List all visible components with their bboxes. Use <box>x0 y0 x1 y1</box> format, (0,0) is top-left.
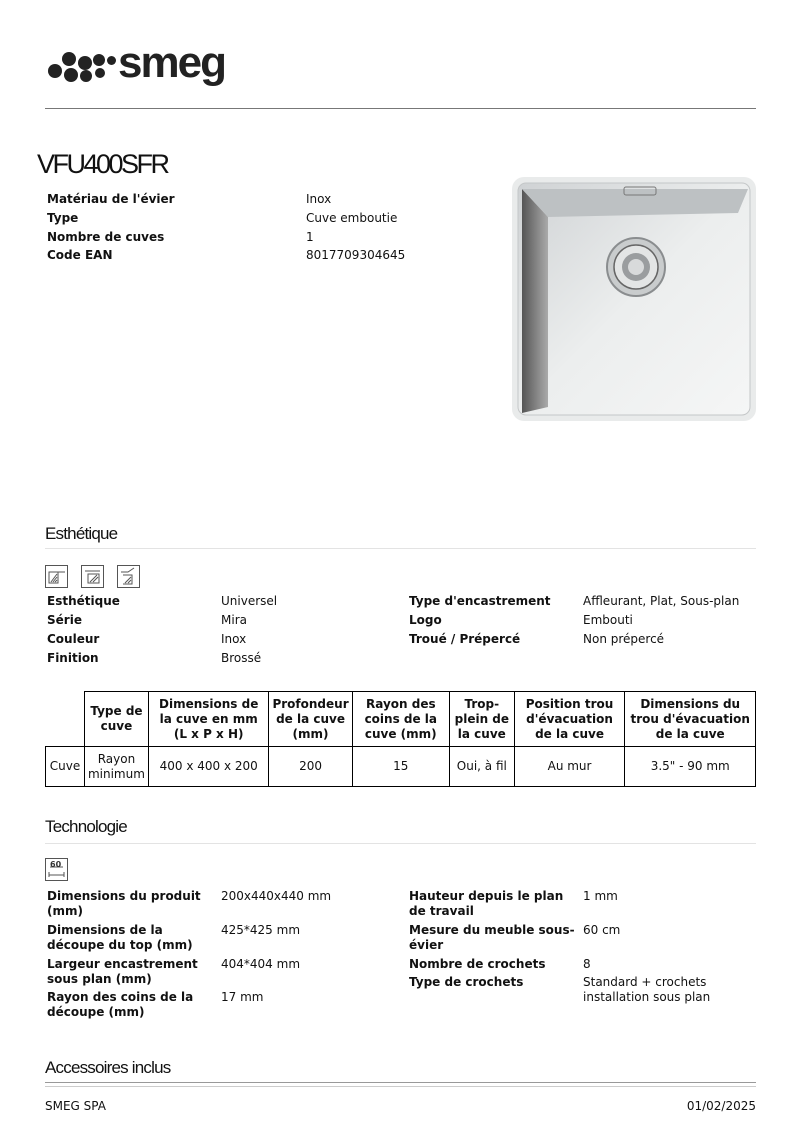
cabinet-60cm-icon <box>45 858 68 881</box>
header-divider <box>45 108 756 109</box>
spec-label: Nombre de crochets <box>409 957 546 971</box>
spec-label: Type <box>47 211 79 225</box>
spec-label: Troué / Prépercé <box>409 632 521 646</box>
cabinet-size-label: 60 <box>50 860 62 869</box>
table-header-cell: Rayon des coins de la cuve (mm) <box>352 692 449 747</box>
spec-value: 17 mm <box>221 990 264 1004</box>
table-cell: Rayon minimum <box>84 747 148 787</box>
dimensions-table <box>45 691 756 787</box>
brand-name: smeg <box>118 38 225 87</box>
spec-label: Dimensions du produit (mm) <box>47 889 201 918</box>
spec-value: Universel <box>221 594 278 608</box>
table-cell: Au mur <box>514 747 625 787</box>
spec-value: 200x440x440 mm <box>221 889 332 903</box>
section-divider <box>45 843 756 844</box>
brand-logo <box>48 38 248 87</box>
spec-value: Non prépercé <box>583 632 665 646</box>
footer-date: 01/02/2025 <box>686 1099 756 1113</box>
spec-value: 1 mm <box>583 889 618 903</box>
section-title-esthetique: Esthétique <box>45 524 118 543</box>
spec-value: 8 <box>583 957 591 971</box>
spec-value: 60 cm <box>583 923 621 937</box>
table-cell: Oui, à fil <box>449 747 514 787</box>
spec-value: Cuve emboutie <box>306 211 398 225</box>
spec-value: 404*404 mm <box>221 957 301 971</box>
table-header-cell: Position trou d'évacuation de la cuve <box>514 692 625 747</box>
section-title-accessoires: Accessoires inclus <box>45 1058 171 1077</box>
spec-label: Dimensions de la découpe du top (mm) <box>47 923 193 952</box>
spec-label: Couleur <box>47 632 100 646</box>
flush-mount-icon <box>45 565 68 588</box>
spec-label: Type d'encastrement <box>409 594 551 608</box>
spec-value: Brossé <box>221 651 262 665</box>
spec-label: Matériau de l'évier <box>47 192 175 206</box>
undermount-icon <box>117 565 140 588</box>
table-cell: 15 <box>352 747 449 787</box>
spec-value: Affleurant, Plat, Sous-plan <box>583 594 740 608</box>
spec-label: Code EAN <box>47 248 113 262</box>
spec-label: Esthétique <box>47 594 120 608</box>
table-cell: Cuve <box>46 747 85 787</box>
spec-label: Type de crochets <box>409 975 524 989</box>
spec-label: Nombre de cuves <box>47 230 165 244</box>
flat-mount-icon <box>81 565 104 588</box>
table-cell: 200 <box>269 747 352 787</box>
spec-label: Finition <box>47 651 99 665</box>
footer-divider <box>45 1082 756 1083</box>
spec-value: Inox <box>306 192 332 206</box>
spec-label: Logo <box>409 613 442 627</box>
table-header-cell: Trop-plein de la cuve <box>449 692 514 747</box>
table-header-cell: Dimensions du trou d'évacuation de la cuve <box>625 692 756 747</box>
table-header-cell: Profondeur de la cuve (mm) <box>269 692 352 747</box>
table-header-cell: Dimensions de la cuve en mm (L x P x H) <box>148 692 269 747</box>
spec-value: Standard + crochets installation sous plan <box>583 975 711 1004</box>
footer-divider <box>45 1086 756 1087</box>
product-model: VFU400SFR <box>37 149 168 179</box>
section-title-technologie: Technologie <box>45 817 127 836</box>
spec-label: Série <box>47 613 82 627</box>
spec-label: Largeur encastrement sous plan (mm) <box>47 957 198 986</box>
table-row <box>46 747 756 787</box>
sink-product-photo <box>512 177 756 421</box>
spec-value: Mira <box>221 613 247 627</box>
table-cell: 3.5" - 90 mm <box>625 747 756 787</box>
spec-value: Embouti <box>583 613 633 627</box>
section-divider <box>45 548 756 549</box>
spec-label: Hauteur depuis le plan de travail <box>409 889 564 918</box>
footer-company: SMEG SPA <box>45 1099 106 1113</box>
spec-label: Mesure du meuble sous-évier <box>409 923 575 952</box>
spec-value: 8017709304645 <box>306 248 406 262</box>
table-cell: 400 x 400 x 200 <box>148 747 269 787</box>
spec-value: 425*425 mm <box>221 923 301 937</box>
table-header-cell: Type de cuve <box>84 692 148 747</box>
table-corner <box>46 692 85 747</box>
spec-value: 1 <box>306 230 314 244</box>
spec-value: Inox <box>221 632 247 646</box>
spec-label: Rayon des coins de la découpe (mm) <box>47 990 194 1019</box>
